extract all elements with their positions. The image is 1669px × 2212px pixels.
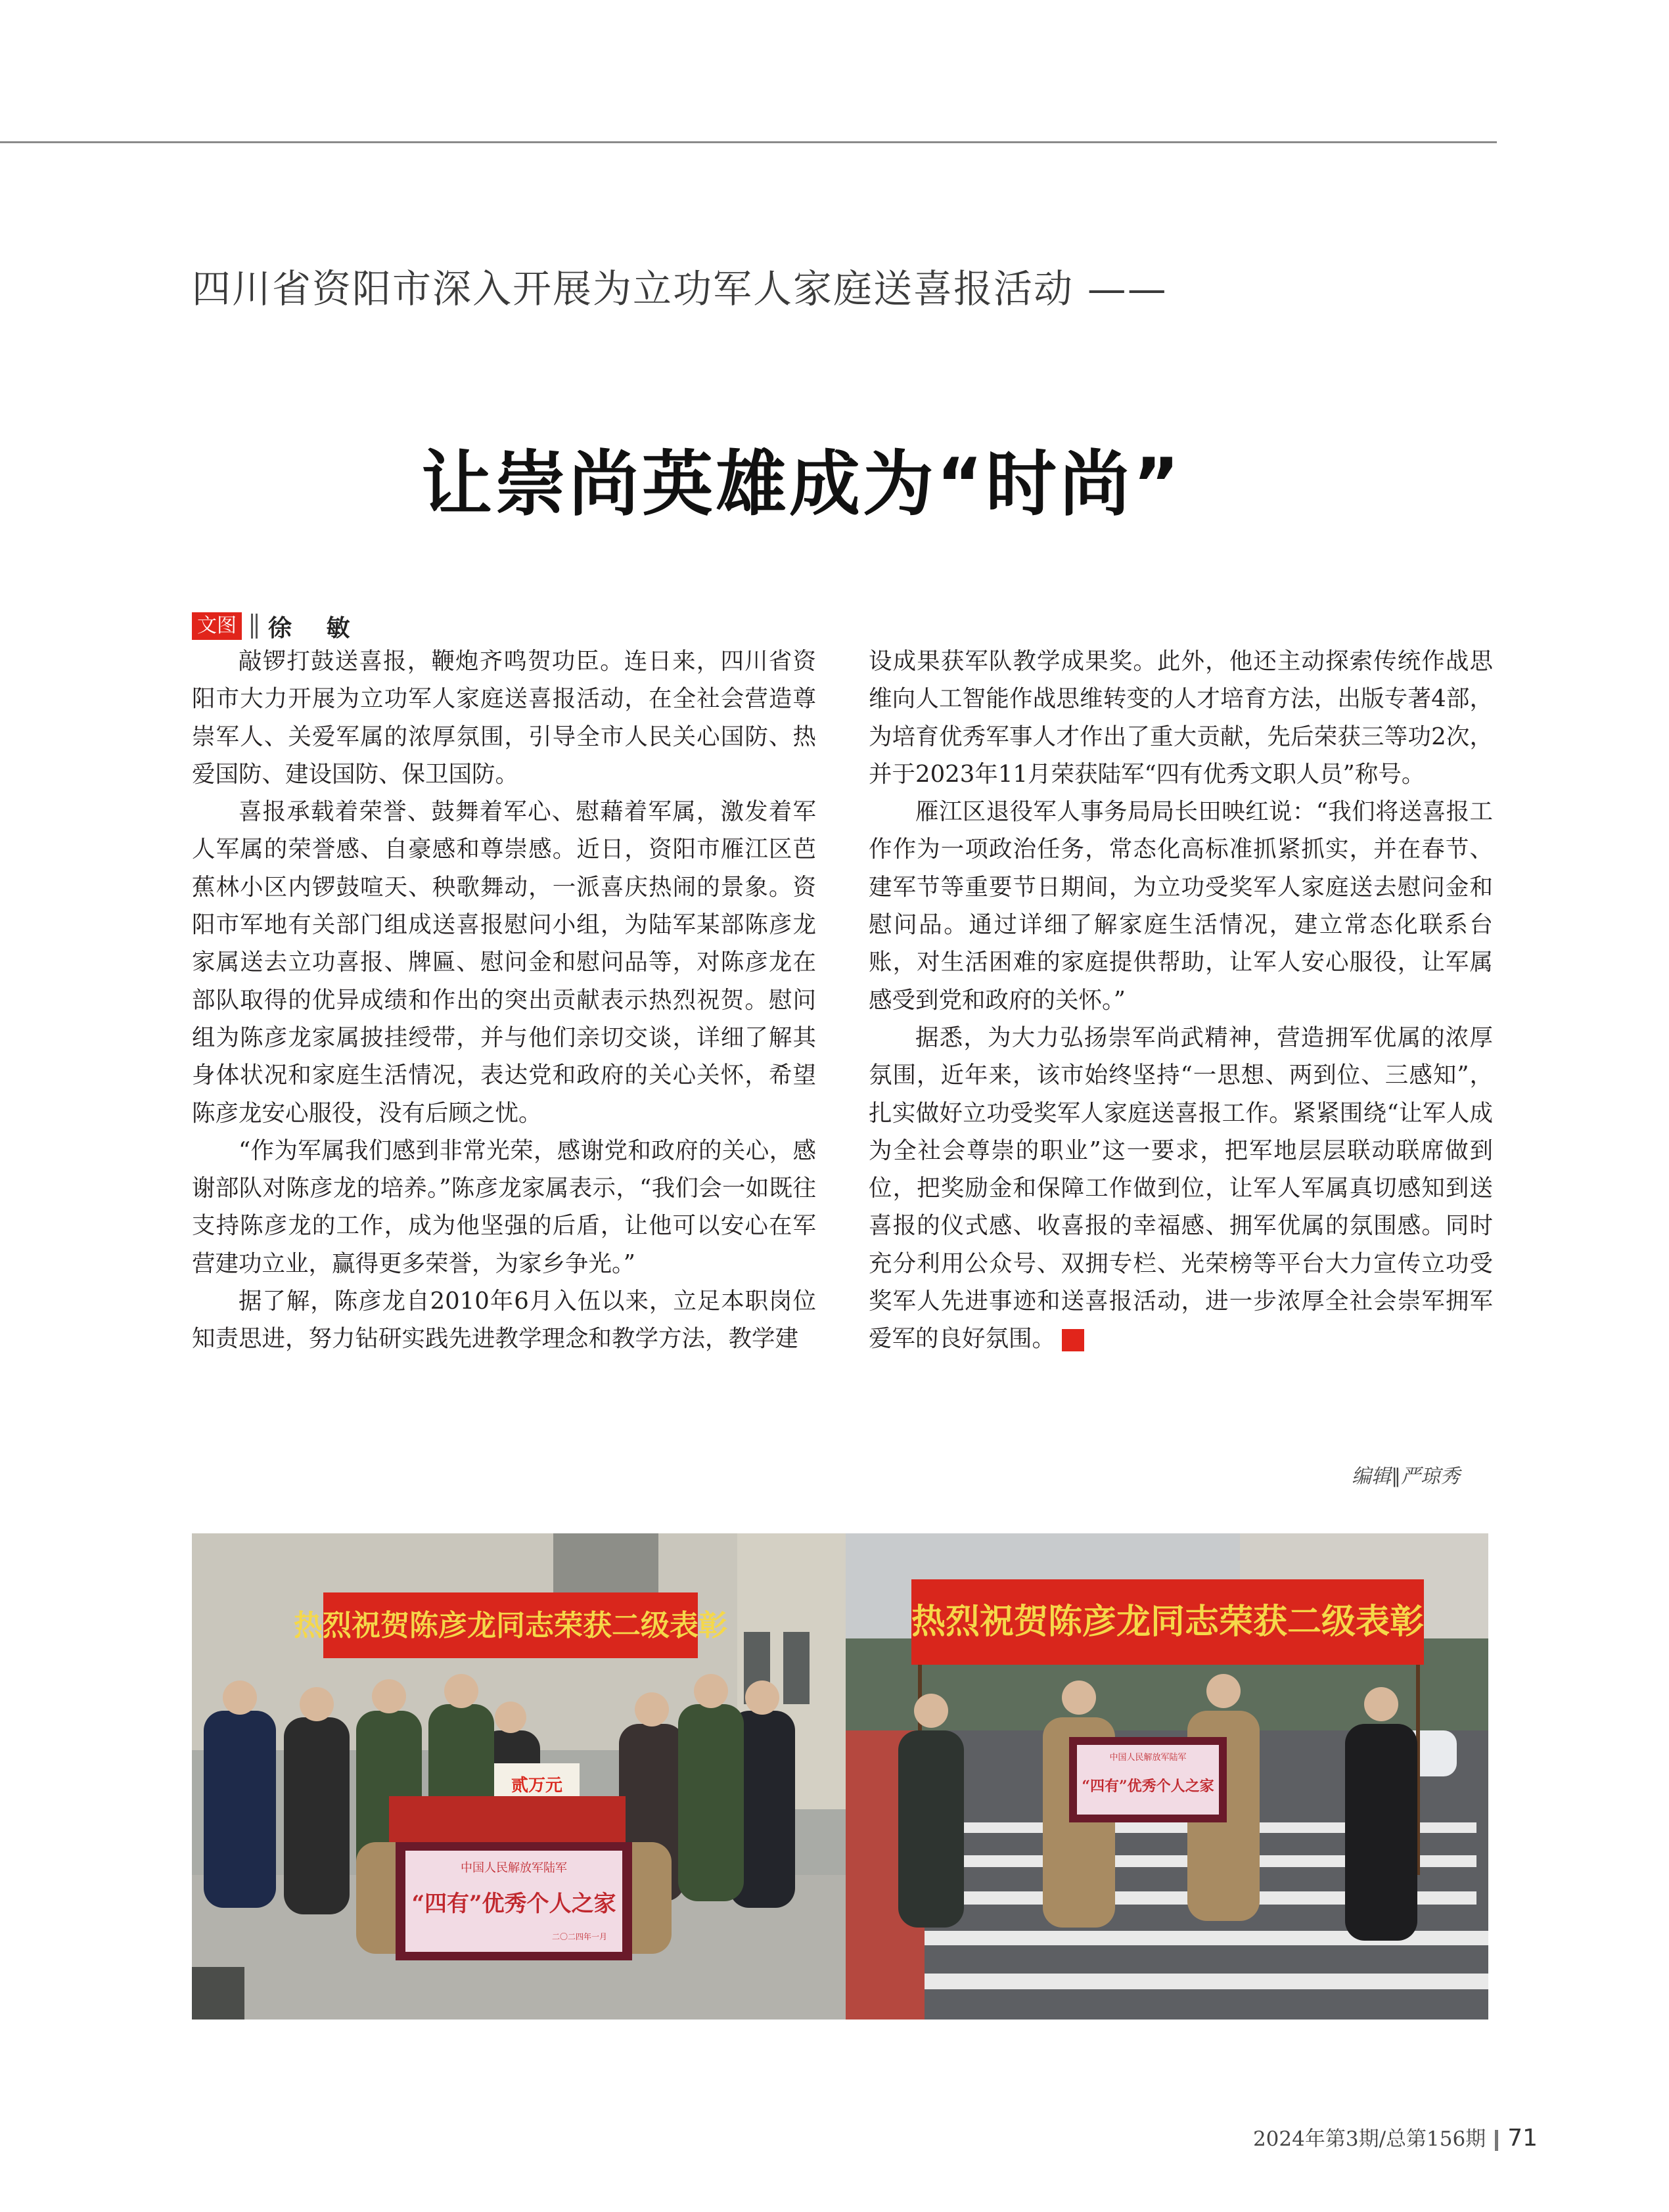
page-footer — [1117, 2122, 1538, 2152]
paragraph: 敲锣打鼓送喜报，鞭炮齐鸣贺功臣。连日来，四川省资阳市大力开展为立功军人家庭送喜报活动，在全社会营造尊崇军人、关爱军属的浓厚氛围，引导全市人民关心国防、热爱国防、建设国防、保卫国防。 — [192, 648, 816, 788]
plaque-left-main: “四有”优秀个人之家 — [411, 1891, 616, 1917]
byline-author: 徐 敏 — [268, 614, 363, 642]
paragraph: 喜报承载着荣誉、鼓舞着军心、慰藉着军属，激发着军人军属的荣誉感、自豪感和尊崇感。近日，资阳市雁江区芭蕉林小区内锣鼓喧天、秧歌舞动，一派喜庆热闹的景象。资阳市军地有关部门组成送喜报慰问小组，为陆军某部陈彦龙家属送去立功喜报、牌匾、慰问金和慰问品等，对陈彦龙在部队取得的优异成绩和作出的突出贡献表示热烈祝贺。慰问组为陈彦龙家属披挂绶带，并与他们亲切交谈，详细了解其身体状况和家庭生活情况，表达党和政府的关心关怀，希望陈彦龙安心服役，没有后顾之忧。 — [192, 798, 816, 1127]
photo-right-illustration — [846, 1533, 1488, 2020]
page-number: 71 — [1507, 2125, 1538, 2152]
header-rule — [0, 141, 1497, 143]
byline — [192, 611, 363, 641]
paragraph: 雁江区退役军人事务局局长田映红说：“我们将送喜报工作作为一项政治任务，常态化高标准抓紧抓实，并在春节、建军节等重要节日期间，为立功受奖军人家庭送去慰问金和慰问品。通过详细了解家庭生活情况，建立常态化联系台账，对生活困难的家庭提供帮助，让军人安心服役，让军属感受到党和政府的关怀。” — [869, 798, 1493, 1014]
paragraph: “作为军属我们感到非常光荣，感谢党和政府的关心，感谢部队对陈彦龙的培养。”陈彦龙家属表示，“我们会一如既往支持陈彦龙的工作，成为他坚强的后盾，让他可以安心在军营建功立业，赢得更多荣誉，为家乡争光。” — [192, 1137, 816, 1277]
kicker: 四川省资阳市深入开展为立功军人家庭送喜报活动 —— — [192, 266, 1168, 311]
photo-right — [846, 1533, 1488, 2020]
photo-left-illustration — [192, 1533, 849, 2020]
column-right — [869, 643, 1493, 1358]
headline: 让崇尚英雄成为“时尚” — [421, 443, 1182, 526]
banner-left-text: 热烈祝贺陈彦龙同志荣获二级表彰 — [294, 1609, 727, 1642]
plaque-left-date: 二〇二四年一月 — [551, 1932, 608, 1941]
end-mark-icon: G — [1062, 1329, 1084, 1351]
plaque-right-main: “四有”优秀个人之家 — [1082, 1778, 1214, 1795]
photo-left — [192, 1533, 849, 2020]
paragraph: 设成果获军队教学成果奖。此外，他还主动探索传统作战思维向人工智能作战思维转变的人才培育方法，出版专著4部，为培育优秀军事人才作出了重大贡献，先后荣获三等功2次，并于2023年11月荣获陆军“四有优秀文职人员”称号。 — [869, 648, 1493, 788]
paragraph: 据了解，陈彦龙自2010年6月入伍以来，立足本职岗位知责思进，努力钻研实践先进教学理念和教学方法，教学建 — [192, 1288, 816, 1353]
paragraph-text: 据悉，为大力弘扬崇军尚武精神，营造拥军优属的浓厚氛围，近年来，该市始终坚持“一思想、两到位、三感知”，扎实做好立功受奖军人家庭送喜报工作。紧紧围绕“让军人成为全社会尊崇的职业”这一要求，把军地层层联动联席做到位，把奖励金和保障工作做到位，让军人军属真切感知到送喜报的仪式感、收喜报的幸福感、拥军优属的氛围感。同时充分利用公众号、双拥专栏、光荣榜等平台大力宣传立功受奖军人先进事迹和送喜报活动，进一步浓厚全社会崇军拥军爱军的良好氛围。 — [869, 1024, 1493, 1353]
byline-tag: 文图 — [192, 612, 242, 640]
column-left — [192, 643, 816, 1358]
editor-credit: 编辑∥严琼秀 — [1352, 1465, 1460, 1488]
banner-right-text: 热烈祝贺陈彦龙同志荣获二级表彰 — [911, 1602, 1425, 1642]
issue-info: 2024年第3期/总第156期 — [1252, 2127, 1486, 2151]
paragraph — [869, 1019, 1493, 1358]
plaque-left-top: 中国人民解放军陆军 — [461, 1861, 567, 1875]
byline-separator — [251, 614, 258, 639]
plaque-right-top: 中国人民解放军陆军 — [1109, 1753, 1187, 1763]
money-board-text: 贰万元 — [511, 1776, 563, 1795]
footer-separator — [1495, 2130, 1498, 2151]
